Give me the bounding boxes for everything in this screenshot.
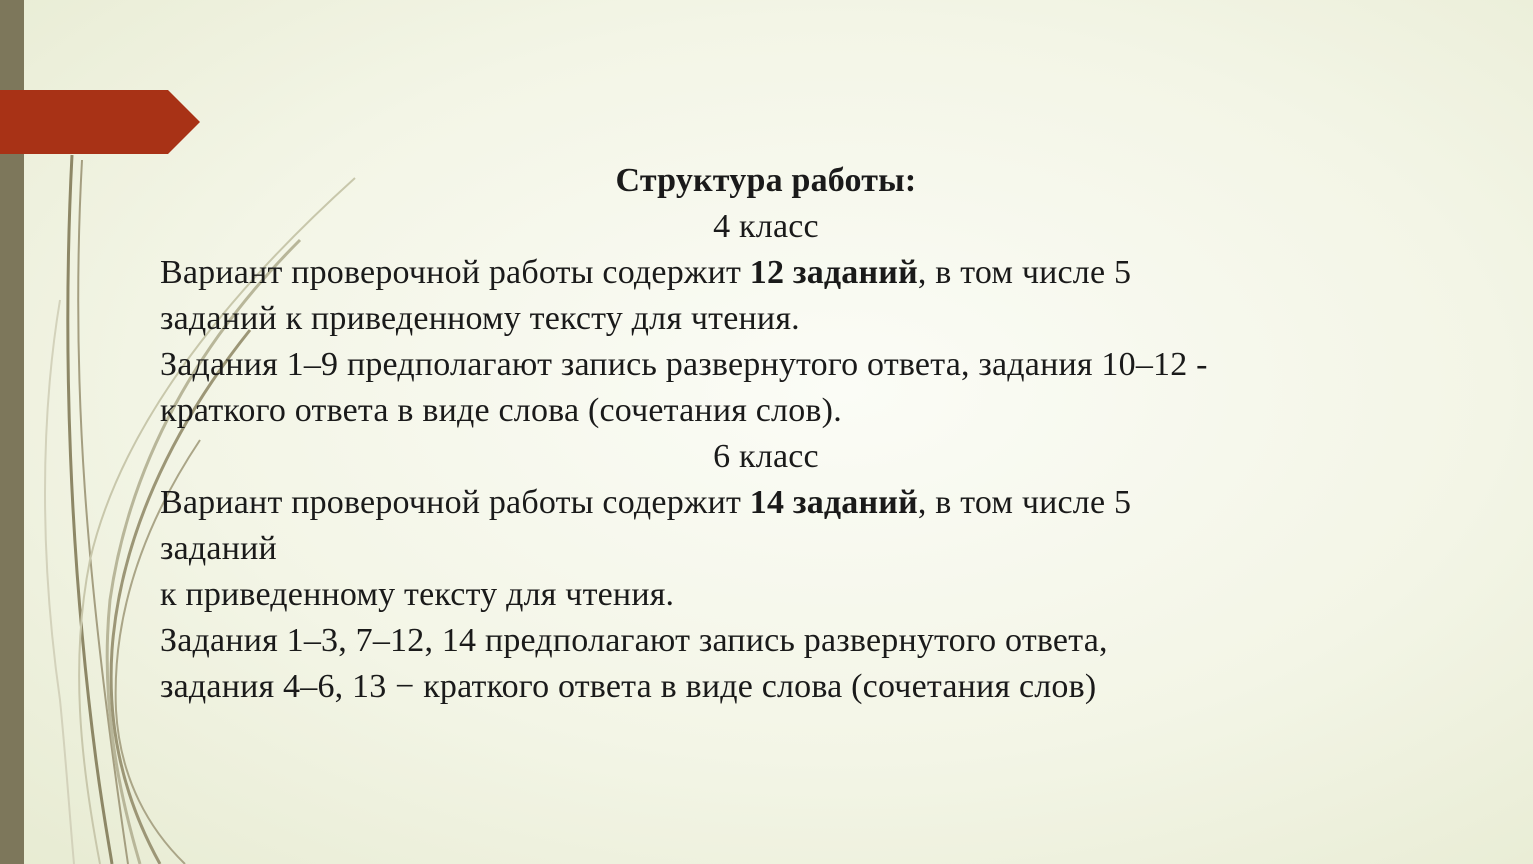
grade6-line-1 xyxy=(160,480,1360,526)
grade6-line-1-pre: Вариант проверочной работы содержит xyxy=(160,484,750,521)
grade6-line-4: Задания 1–3, 7–12, 14 предполагают запись развернутого ответа, xyxy=(160,622,1108,659)
red-arrow-banner xyxy=(0,90,200,154)
grade4-line-1 xyxy=(160,250,1360,296)
grade6-line-2: заданий xyxy=(160,530,277,567)
grade4-line-1-pre: Вариант проверочной работы содержит xyxy=(160,254,750,291)
grade4-task-count: 12 заданий xyxy=(749,254,918,291)
grade4-line-1-post: , в том числе 5 xyxy=(917,254,1132,291)
grade6-line-5: задания 4–6, 13 − краткого ответа в виде слова (сочетания слов) xyxy=(160,668,1097,705)
grade4-line-3: Задания 1–9 предполагают запись развернутого ответа, задания 10–12 - xyxy=(160,346,1208,383)
grade6-heading: 6 класс xyxy=(713,438,819,475)
grade4-heading: 4 класс xyxy=(713,208,819,245)
grade4-line-2: заданий к приведенному тексту для чтения. xyxy=(160,300,800,337)
grade6-line-3: к приведенному тексту для чтения. xyxy=(160,576,675,613)
grade6-task-count: 14 заданий xyxy=(749,484,918,521)
slide-content xyxy=(160,158,1360,710)
grade4-line-4: краткого ответа в виде слова (сочетания слов). xyxy=(160,392,842,429)
grade6-line-1-post: , в том числе 5 xyxy=(917,484,1132,521)
slide-title: Структура работы: xyxy=(615,162,917,199)
